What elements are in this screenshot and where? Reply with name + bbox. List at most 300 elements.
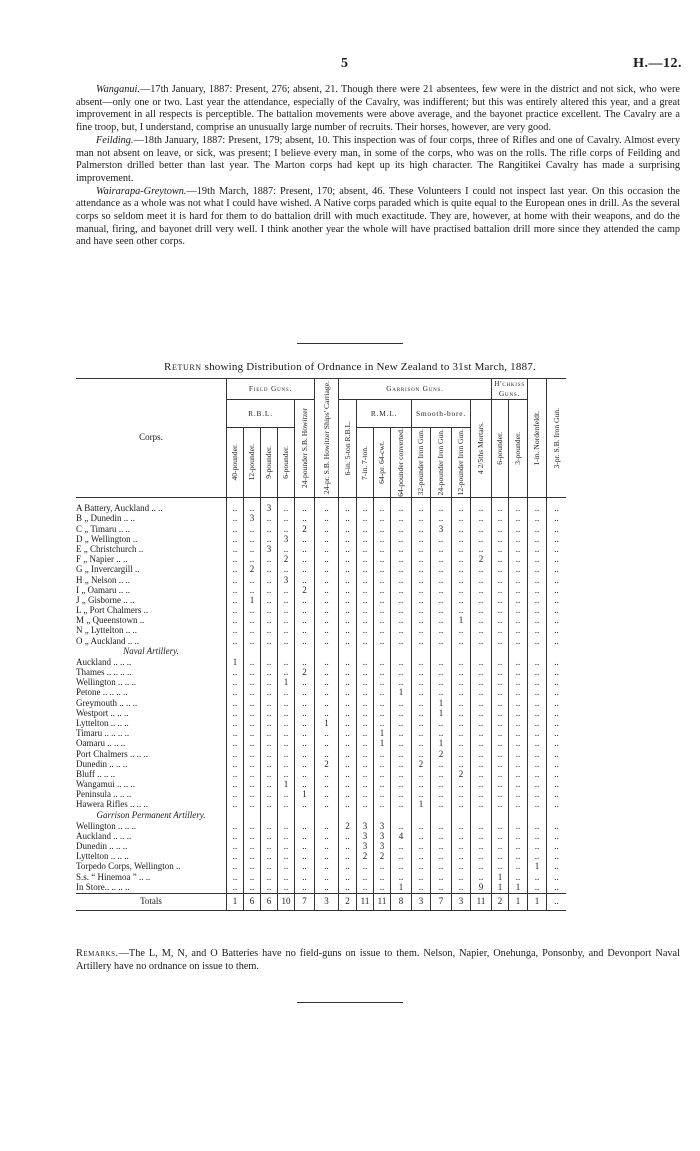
total-cell: 1 xyxy=(227,893,244,910)
table-cell: .. xyxy=(357,739,374,749)
table-cell: .. xyxy=(391,596,412,606)
table-cell: .. xyxy=(509,852,528,862)
corps-name: O „ Auckland .. .. xyxy=(76,636,139,646)
table-cell: .. xyxy=(471,760,492,770)
table-cell: .. xyxy=(278,524,295,534)
table-row xyxy=(76,852,566,862)
table-cell: .. xyxy=(357,678,374,688)
table-cell: 2 xyxy=(295,524,315,534)
table-cell: .. xyxy=(547,883,567,894)
table-cell: .. xyxy=(412,555,431,565)
table-cell: .. xyxy=(357,545,374,555)
table-cell: .. xyxy=(295,862,315,872)
table-cell: .. xyxy=(339,616,357,626)
table-cell: .. xyxy=(528,626,547,636)
table-cell: .. xyxy=(244,821,261,831)
table-cell: .. xyxy=(227,606,244,616)
table-cell: 3 xyxy=(244,514,261,524)
table-cell: .. xyxy=(315,790,339,800)
table-cell: .. xyxy=(339,596,357,606)
table-cell: .. xyxy=(227,719,244,729)
table-cell: .. xyxy=(278,872,295,882)
table-cell: .. xyxy=(492,504,509,514)
table-cell: .. xyxy=(244,780,261,790)
table-cell: .. xyxy=(374,698,391,708)
table-cell: .. xyxy=(391,545,412,555)
table-cell: .. xyxy=(374,658,391,668)
table-cell: .. xyxy=(227,688,244,698)
table-cell: .. xyxy=(547,821,567,831)
corps-name: Lyttelton .. .. .. xyxy=(76,718,129,728)
table-cell: .. xyxy=(509,678,528,688)
table-cell: .. xyxy=(509,760,528,770)
table-cell: .. xyxy=(278,883,295,894)
corps-name: Westport .. .. .. xyxy=(76,708,129,718)
table-cell: .. xyxy=(431,606,452,616)
total-cell: 6 xyxy=(244,893,261,910)
table-cell: .. xyxy=(315,504,339,514)
table-cell: .. xyxy=(315,852,339,862)
table-cell: .. xyxy=(547,739,567,749)
table-cell: .. xyxy=(315,800,339,810)
table-cell: .. xyxy=(278,852,295,862)
table-cell: .. xyxy=(509,565,528,575)
table-cell: .. xyxy=(261,709,278,719)
table-row xyxy=(76,555,566,565)
table-cell: .. xyxy=(244,636,261,646)
table-cell: .. xyxy=(278,770,295,780)
table-cell: .. xyxy=(492,575,509,585)
table-cell: .. xyxy=(244,658,261,668)
paragraph-wairarapa: Wairarapa-Greytown.—19th March, 1887: Present, 170; absent, 46. These Volunteers I could not inspect last year. On this occasion the attendance as a whole was not what I could have wished. A Native corps paraded which is quite equal to the European ones in drill. As the several corps so seldom meet it is hard for them to do battalion drill with much exactitude. They are, however, at home with their weapons, and do the manual, firing, and bayonet drill very well. I think another year the whole will have practised battalion drill more since they attended the camp and have seen other corps. xyxy=(76,185,680,248)
table-cell: .. xyxy=(391,821,412,831)
table-cell: .. xyxy=(339,780,357,790)
table-cell: .. xyxy=(261,883,278,894)
table-cell: .. xyxy=(452,514,471,524)
table-cell: .. xyxy=(547,852,567,862)
table-cell: .. xyxy=(412,862,431,872)
table-cell: .. xyxy=(547,524,567,534)
table-cell: .. xyxy=(357,883,374,894)
column-header-4: 6-pounder. xyxy=(278,428,295,498)
table-cell: .. xyxy=(391,514,412,524)
table-cell: .. xyxy=(315,626,339,636)
table-cell: .. xyxy=(244,749,261,759)
table-cell: .. xyxy=(452,678,471,688)
table-cell: .. xyxy=(261,698,278,708)
table-cell: .. xyxy=(339,668,357,678)
table-cell: .. xyxy=(509,739,528,749)
table-cell: .. xyxy=(547,698,567,708)
table-cell: .. xyxy=(471,832,492,842)
table-cell: 3 xyxy=(278,535,295,545)
table-cell: .. xyxy=(391,626,412,636)
table-cell: .. xyxy=(547,842,567,852)
table-cell: .. xyxy=(547,749,567,759)
paragraph-feilding: Feilding.—18th January, 1887: Present, 179; absent, 10. This inspection was of four corps, three of Rifles and one of Cavalry. Almost every man not absent on leave, or sick, was present; I believe every man, in some of the corps, who was on the rolls. The rifle corps of Feilding and Palmerston drilled better than last year. The Marton corps had kept up its high character. The Rangitikei Cavalry has made a surprising improvement. xyxy=(76,134,680,184)
table-cell: .. xyxy=(357,616,374,626)
table-row xyxy=(76,749,566,759)
table-cell: .. xyxy=(431,842,452,852)
table-cell: .. xyxy=(315,616,339,626)
table-row xyxy=(76,606,566,616)
table-cell: .. xyxy=(509,719,528,729)
table-cell: .. xyxy=(295,636,315,646)
table-cell: .. xyxy=(492,729,509,739)
table-cell: .. xyxy=(278,729,295,739)
column-header-14: 4 2/5ths Mortars. xyxy=(471,400,492,498)
table-cell: .. xyxy=(471,586,492,596)
table-row xyxy=(76,698,566,708)
table-cell: .. xyxy=(278,626,295,636)
table-cell: .. xyxy=(339,555,357,565)
table-cell: .. xyxy=(295,832,315,842)
table-cell: 1 xyxy=(431,698,452,708)
table-cell: .. xyxy=(244,688,261,698)
table-row xyxy=(76,514,566,524)
table-cell: .. xyxy=(471,821,492,831)
table-row xyxy=(76,596,566,606)
column-header-6: 24-pr. S.B. Howitzer Ships' Carriage. xyxy=(315,379,339,498)
table-cell: .. xyxy=(509,555,528,565)
table-cell: .. xyxy=(509,535,528,545)
corps-name: M „ Queenstown .. xyxy=(76,616,145,626)
table-cell: .. xyxy=(412,770,431,780)
table-cell: .. xyxy=(547,658,567,668)
page-number: 5 xyxy=(341,56,348,71)
table-cell: .. xyxy=(374,596,391,606)
column-header-3: 9-pounder. xyxy=(261,428,278,498)
table-cell: .. xyxy=(374,883,391,894)
table-cell: .. xyxy=(471,524,492,534)
table-cell: .. xyxy=(528,524,547,534)
table-cell: .. xyxy=(471,719,492,729)
table-cell: .. xyxy=(547,790,567,800)
total-cell: 11 xyxy=(471,893,492,910)
total-cell: 10 xyxy=(278,893,295,910)
table-cell: .. xyxy=(244,852,261,862)
corps-name: Port Chalmers .. .. .. xyxy=(76,749,148,759)
table-cell: .. xyxy=(357,636,374,646)
table-cell: .. xyxy=(452,862,471,872)
table-cell: .. xyxy=(547,504,567,514)
table-cell: .. xyxy=(452,575,471,585)
table-cell: .. xyxy=(412,678,431,688)
table-cell: .. xyxy=(227,636,244,646)
table-cell: .. xyxy=(278,842,295,852)
table-cell: .. xyxy=(452,626,471,636)
table-cell: .. xyxy=(509,616,528,626)
table-cell: .. xyxy=(528,606,547,616)
table-cell: .. xyxy=(261,790,278,800)
table-cell: .. xyxy=(452,760,471,770)
table-cell: .. xyxy=(295,780,315,790)
totals-row xyxy=(76,893,566,910)
table-cell: .. xyxy=(391,555,412,565)
table-cell: 3 xyxy=(374,832,391,842)
corps-name: In Store.. .. .. .. xyxy=(76,882,130,892)
table-cell: .. xyxy=(227,514,244,524)
table-cell: 1 xyxy=(278,780,295,790)
table-cell: .. xyxy=(339,698,357,708)
table-cell: .. xyxy=(412,790,431,800)
table-cell: .. xyxy=(391,668,412,678)
table-cell: .. xyxy=(509,780,528,790)
table-cell: .. xyxy=(227,872,244,882)
table-cell: .. xyxy=(244,616,261,626)
table-cell: .. xyxy=(509,872,528,882)
table-cell: .. xyxy=(227,668,244,678)
rbl-header: R.B.L. xyxy=(227,400,295,428)
table-cell: .. xyxy=(492,739,509,749)
table-cell: .. xyxy=(547,555,567,565)
table-cell: 3 xyxy=(374,821,391,831)
table-row xyxy=(76,770,566,780)
table-cell: .. xyxy=(315,545,339,555)
table-cell: .. xyxy=(431,760,452,770)
table-cell: .. xyxy=(295,688,315,698)
table-cell: .. xyxy=(528,545,547,555)
table-cell: 3 xyxy=(374,842,391,852)
corps-name: Torpedo Corps, Wellington .. xyxy=(76,862,181,872)
table-cell: .. xyxy=(471,842,492,852)
corps-name: G „ Invercargill .. xyxy=(76,565,140,575)
table-cell: .. xyxy=(509,790,528,800)
table-cell: .. xyxy=(528,596,547,606)
table-cell: .. xyxy=(509,575,528,585)
table-cell: .. xyxy=(244,862,261,872)
table-cell: .. xyxy=(431,852,452,862)
table-cell: .. xyxy=(412,636,431,646)
table-cell: .. xyxy=(471,626,492,636)
table-cell: .. xyxy=(261,729,278,739)
table-cell: .. xyxy=(261,749,278,759)
table-cell: .. xyxy=(315,586,339,596)
table-cell: .. xyxy=(509,545,528,555)
table-cell: .. xyxy=(452,535,471,545)
table-cell: .. xyxy=(492,535,509,545)
table-cell: .. xyxy=(227,565,244,575)
table-cell: .. xyxy=(315,658,339,668)
table-cell: .. xyxy=(227,616,244,626)
table-cell: .. xyxy=(278,698,295,708)
table-cell: .. xyxy=(391,852,412,862)
table-cell: .. xyxy=(547,636,567,646)
table-cell: .. xyxy=(528,565,547,575)
table-cell: .. xyxy=(261,760,278,770)
table-cell: .. xyxy=(412,658,431,668)
table-cell: .. xyxy=(431,504,452,514)
table-cell: .. xyxy=(315,780,339,790)
table-cell: .. xyxy=(471,514,492,524)
table-cell: .. xyxy=(509,832,528,842)
table-cell: .. xyxy=(528,832,547,842)
table-cell: .. xyxy=(452,790,471,800)
column-header-9: 64-pr. 64-cwt. xyxy=(374,428,391,498)
column-header-16: 3-pounder. xyxy=(509,400,528,498)
table-cell: .. xyxy=(374,606,391,616)
table-cell: .. xyxy=(339,575,357,585)
table-cell: .. xyxy=(227,852,244,862)
table-cell: .. xyxy=(339,535,357,545)
table-cell: .. xyxy=(339,626,357,636)
table-cell: .. xyxy=(492,565,509,575)
table-cell: .. xyxy=(492,616,509,626)
table-cell: .. xyxy=(244,760,261,770)
table-cell: .. xyxy=(452,545,471,555)
corps-name: S.s. “ Hinemoa ” .. .. xyxy=(76,872,151,882)
table-cell: .. xyxy=(492,545,509,555)
table-cell: 3 xyxy=(431,524,452,534)
table-cell: .. xyxy=(492,852,509,862)
table-cell: .. xyxy=(509,658,528,668)
table-cell: .. xyxy=(452,719,471,729)
table-cell: .. xyxy=(509,504,528,514)
table-cell: .. xyxy=(295,658,315,668)
column-header-2: 12-pounder. xyxy=(244,428,261,498)
table-cell: .. xyxy=(315,698,339,708)
table-cell: 2 xyxy=(295,668,315,678)
table-cell: .. xyxy=(431,729,452,739)
table-cell: .. xyxy=(357,780,374,790)
table-cell: .. xyxy=(244,729,261,739)
table-cell: .. xyxy=(339,565,357,575)
table-cell: .. xyxy=(391,749,412,759)
table-cell: .. xyxy=(471,606,492,616)
table-cell: .. xyxy=(357,658,374,668)
table-cell: .. xyxy=(528,852,547,862)
table-cell: .. xyxy=(412,626,431,636)
table-cell: .. xyxy=(431,616,452,626)
table-cell: .. xyxy=(509,524,528,534)
table-cell: .. xyxy=(471,862,492,872)
table-cell: .. xyxy=(547,575,567,585)
table-cell: .. xyxy=(412,883,431,894)
table-cell: .. xyxy=(492,800,509,810)
table-row xyxy=(76,842,566,852)
table-cell: .. xyxy=(339,832,357,842)
table-cell: .. xyxy=(244,832,261,842)
table-cell: .. xyxy=(471,800,492,810)
table-cell: .. xyxy=(374,688,391,698)
table-cell: .. xyxy=(261,780,278,790)
table-cell: .. xyxy=(492,842,509,852)
table-cell: .. xyxy=(431,565,452,575)
table-cell: .. xyxy=(339,770,357,780)
table-cell: .. xyxy=(452,524,471,534)
table-cell: .. xyxy=(528,555,547,565)
table-cell: .. xyxy=(261,524,278,534)
total-cell: 3 xyxy=(412,893,431,910)
table-cell: .. xyxy=(528,514,547,524)
table-cell: .. xyxy=(547,545,567,555)
table-cell: .. xyxy=(492,749,509,759)
total-cell: 11 xyxy=(357,893,374,910)
table-cell: .. xyxy=(391,800,412,810)
table-cell: .. xyxy=(528,770,547,780)
table-cell: .. xyxy=(315,739,339,749)
table-cell: .. xyxy=(315,565,339,575)
table-cell: .. xyxy=(315,883,339,894)
table-cell: .. xyxy=(391,842,412,852)
table-cell: .. xyxy=(452,800,471,810)
table-cell: 2 xyxy=(295,586,315,596)
table-cell: .. xyxy=(431,596,452,606)
table-cell: .. xyxy=(227,586,244,596)
table-cell: .. xyxy=(412,729,431,739)
table-cell: .. xyxy=(492,636,509,646)
table-cell: .. xyxy=(547,586,567,596)
table-row xyxy=(76,524,566,534)
table-cell: .. xyxy=(509,668,528,678)
table-cell: .. xyxy=(357,760,374,770)
table-cell: .. xyxy=(528,668,547,678)
table-cell: .. xyxy=(509,586,528,596)
table-cell: .. xyxy=(528,709,547,719)
corps-name: Bluff .. .. .. xyxy=(76,769,116,779)
table-cell: .. xyxy=(391,535,412,545)
table-cell: .. xyxy=(528,719,547,729)
table-cell: .. xyxy=(227,504,244,514)
table-cell: 1 xyxy=(391,688,412,698)
table-cell: .. xyxy=(412,575,431,585)
table-cell: .. xyxy=(431,780,452,790)
table-cell: .. xyxy=(412,821,431,831)
table-cell: .. xyxy=(452,821,471,831)
table-cell: .. xyxy=(315,596,339,606)
table-cell: .. xyxy=(547,606,567,616)
table-cell: .. xyxy=(528,739,547,749)
corps-name: Lyttelton .. .. .. xyxy=(76,852,129,862)
table-cell: 1 xyxy=(391,883,412,894)
column-header-8: 7-in. 7-ton. xyxy=(357,428,374,498)
table-cell: .. xyxy=(374,709,391,719)
table-cell: .. xyxy=(244,842,261,852)
table-cell: .. xyxy=(339,842,357,852)
table-cell: .. xyxy=(471,616,492,626)
table-cell: .. xyxy=(452,739,471,749)
corps-name: Timaru .. .. .. .. xyxy=(76,728,130,739)
table-cell: .. xyxy=(278,688,295,698)
table-cell: .. xyxy=(244,575,261,585)
table-cell: .. xyxy=(339,504,357,514)
table-cell: 1 xyxy=(244,596,261,606)
table-cell: .. xyxy=(278,760,295,770)
table-cell: .. xyxy=(391,575,412,585)
table-cell: .. xyxy=(227,555,244,565)
table-cell: 3 xyxy=(278,575,295,585)
table-cell: .. xyxy=(492,626,509,636)
table-cell: .. xyxy=(244,606,261,616)
table-cell: .. xyxy=(431,770,452,780)
table-cell: .. xyxy=(244,719,261,729)
table-cell: .. xyxy=(452,780,471,790)
table-row xyxy=(76,504,566,514)
table-cell: .. xyxy=(431,872,452,882)
table-cell: .. xyxy=(295,739,315,749)
table-cell: .. xyxy=(431,545,452,555)
table-cell: .. xyxy=(452,668,471,678)
table-cell: .. xyxy=(261,636,278,646)
table-cell: .. xyxy=(315,688,339,698)
table-row xyxy=(76,821,566,831)
table-cell: .. xyxy=(452,698,471,708)
table-cell: .. xyxy=(374,586,391,596)
table-cell: .. xyxy=(244,770,261,780)
corps-name: Thames .. .. .. .. xyxy=(76,667,132,677)
table-cell: 1 xyxy=(412,800,431,810)
table-cell: .. xyxy=(227,729,244,739)
